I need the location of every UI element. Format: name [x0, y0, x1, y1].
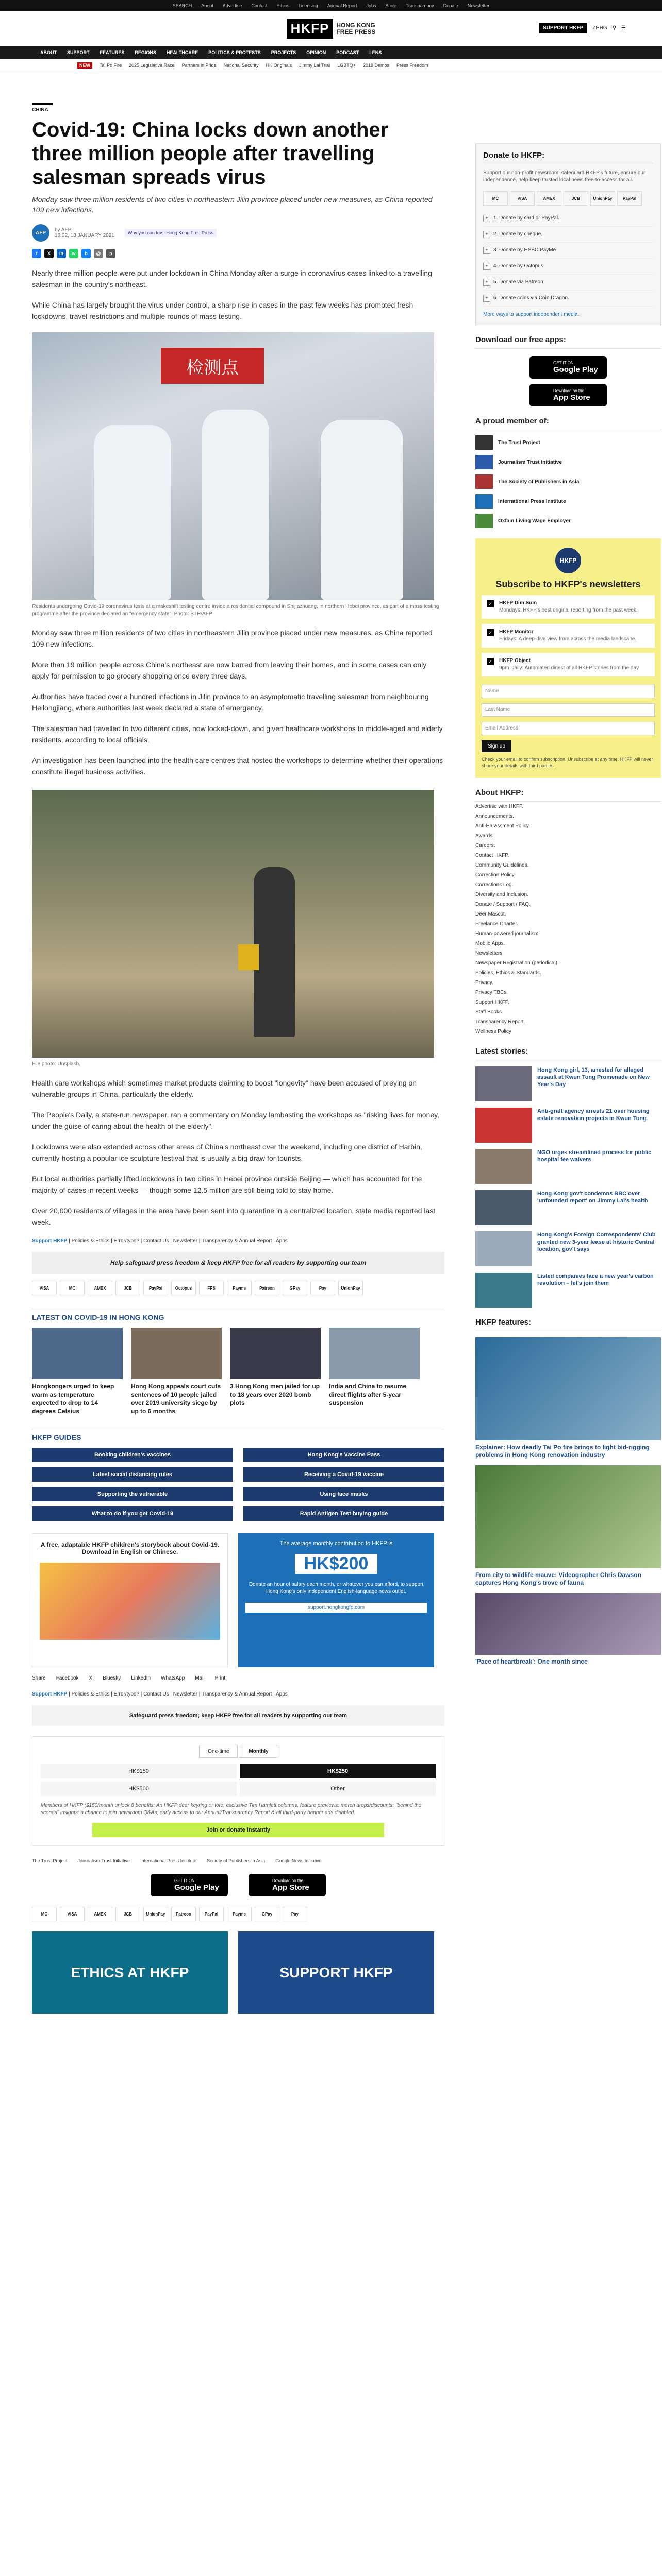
nav-item[interactable]: PODCAST: [336, 50, 359, 55]
about-link[interactable]: Advertise with HKFP.: [475, 804, 524, 809]
payment-logo: MC: [60, 1281, 85, 1295]
newsletter-logo: HKFP: [555, 548, 581, 573]
promo-row: [32, 1533, 444, 1667]
topbar-link[interactable]: SEARCH: [172, 3, 192, 8]
latest-stories-title: Latest stories:: [475, 1047, 661, 1060]
newsletter-desc: 9pm Daily: Automated digest of all HKFP stories from the day.: [499, 665, 640, 671]
nav-item[interactable]: POLITICS & PROTESTS: [208, 50, 261, 55]
donation-promo[interactable]: [238, 1533, 434, 1667]
paragraph: But local authorities partially lifted lockdowns in two cities in Hebei province outside Beijing — which has accounted for the majority of cases in recent weeks — though some 12.5 million are still being told to stay home.: [32, 1175, 422, 1194]
trust-link[interactable]: Why you can trust Hong Kong Free Press: [125, 229, 217, 237]
paragraph: Nearly three million people were put under lockdown in China Monday after a surge in coronavirus cases linked to a travelling salesman in the country's northeast.: [32, 269, 432, 289]
amount-option[interactable]: Other: [240, 1782, 436, 1796]
trending-link[interactable]: 2019 Demos: [362, 62, 389, 68]
safeguard-banner[interactable]: Safeguard press freedom; keep HKFP free for all readers by supporting our team: [32, 1705, 444, 1726]
guide-button[interactable]: Using face masks: [243, 1487, 444, 1501]
about-link[interactable]: Careers.: [475, 843, 495, 849]
payment-logo: JCB: [115, 1281, 140, 1295]
app-store-badge[interactable]: [529, 384, 607, 406]
support-link[interactable]: Support HKFP: [32, 1691, 68, 1697]
store-small: Download on the: [553, 388, 585, 393]
feature-title: Explainer: How deadly Tai Po fire brings to light bid-rigging problems in Hong Kong renovation industry: [475, 1444, 650, 1459]
store-small: GET IT ON: [174, 1878, 195, 1883]
linkedin-icon[interactable]: in: [57, 249, 66, 258]
x-icon[interactable]: X: [44, 249, 54, 258]
latest-cards: [32, 1328, 444, 1415]
payment-logo: JCB: [564, 191, 588, 206]
monthly-tab[interactable]: Monthly: [240, 1745, 277, 1758]
latest-story[interactable]: [475, 1231, 661, 1266]
language-switch[interactable]: ZHHG: [592, 25, 607, 31]
member-org[interactable]: [475, 455, 661, 469]
article-photo: [32, 790, 434, 1058]
topbar-link[interactable]: Contact: [251, 3, 268, 8]
help-banner[interactable]: Help safeguard press freedom & keep HKFP free for all readers by supporting our team: [32, 1252, 444, 1274]
payment-logo: PayPal: [617, 191, 642, 206]
nav-item[interactable]: OPINION: [306, 50, 326, 55]
topbar-link[interactable]: Newsletter: [467, 3, 490, 8]
paragraph: Lockdowns were also extended across other areas of China's northeast over the weekend, including one district of Harbin, currently hosting a popular ice sculpture festival that is usually a big draw for tourists.: [32, 1143, 422, 1162]
join-button[interactable]: Join or donate instantly: [92, 1823, 384, 1837]
trending-link[interactable]: Press Freedom: [396, 62, 428, 68]
share-link[interactable]: Share: [32, 1675, 46, 1681]
about-link[interactable]: Staff Books.: [475, 1009, 503, 1015]
trending-link[interactable]: Tai Po Fire: [100, 62, 122, 68]
nav-item[interactable]: ABOUT: [40, 50, 57, 55]
story-thumbnail: [475, 1273, 532, 1308]
mail-icon[interactable]: @: [94, 249, 103, 258]
paragraph: More than 19 million people across China's northeast are now barred from leaving their homes, and in some cases can only apply for permission to go grocery shopping once every three days.: [32, 660, 427, 680]
nav-item[interactable]: REGIONS: [135, 50, 156, 55]
payment-logo: Patreon: [255, 1281, 279, 1295]
article-column: [32, 72, 444, 2014]
support-hkfp-button[interactable]: SUPPORT HKFP: [539, 23, 587, 33]
story-thumbnail: [475, 1108, 532, 1143]
feature-story[interactable]: [475, 1593, 661, 1666]
guide-button[interactable]: Supporting the vulnerable: [32, 1487, 233, 1501]
nav-item[interactable]: FEATURES: [100, 50, 125, 55]
feature-story[interactable]: [475, 1465, 661, 1587]
figure-shape: [321, 420, 403, 600]
trending-link[interactable]: Partners in Pride: [181, 62, 217, 68]
payment-logo: PayPal: [199, 1907, 224, 1921]
story-title[interactable]: 3 Hong Kong men jailed for up to 18 years over 2020 bomb plots: [230, 1383, 320, 1406]
story-card[interactable]: [131, 1328, 222, 1415]
sidebar: [475, 72, 661, 2014]
figure-shape: [202, 410, 269, 600]
story-title[interactable]: India and China to resume direct flights after 5-year suspension: [329, 1383, 407, 1406]
promo-amount: HK$200: [295, 1554, 377, 1574]
paragraph: While China has largely brought the virus under control, a sharp rise in cases in the past few weeks has prompted fresh lockdowns, travel restrictions and multiple rounds of mass testing.: [32, 301, 413, 320]
payment-logo: Octopus: [171, 1281, 196, 1295]
about-link[interactable]: Diversity and Inclusion.: [475, 892, 528, 897]
newsletter-desc: Mondays: HKFP's best original reporting from the past week.: [499, 607, 638, 613]
org-name: International Press Institute: [498, 498, 566, 504]
newsletter-option[interactable]: [482, 624, 655, 648]
feature-image: [475, 1337, 661, 1440]
google-play-badge[interactable]: [151, 1874, 228, 1896]
donate-method[interactable]: + 2. Donate by cheque.: [483, 227, 653, 243]
donate-method[interactable]: + 4. Donate by Octopus.: [483, 259, 653, 275]
newsletter-desc: Fridays: A deep-dive view from across the media landscape.: [499, 636, 637, 642]
whatsapp-icon[interactable]: w: [69, 249, 78, 258]
print-icon[interactable]: p: [106, 249, 115, 258]
story-title: Hong Kong's Foreign Correspondents' Club granted new 3-year lease at historic Central location, gov't says: [537, 1232, 656, 1252]
org-logo: [475, 514, 493, 528]
share-link[interactable]: Facebook: [56, 1675, 79, 1681]
promo-cta[interactable]: support.hongkongfp.com: [245, 1603, 427, 1613]
nav-item[interactable]: HEALTHCARE: [166, 50, 198, 55]
promo-head: The average monthly contribution to HKFP is: [279, 1540, 393, 1547]
paragraph: The salesman had travelled to two different cities, now locked-down, and given healthcare workshops to middle-aged and elderly residents, according to local officials.: [32, 724, 443, 744]
facebook-icon[interactable]: f: [32, 249, 41, 258]
payment-logo: PayPal: [143, 1281, 168, 1295]
member-org[interactable]: [475, 494, 661, 509]
membership-text: Members of HKFP ($150/month unlock 8 benefits: An HKFP deer keyring or tote; exclusive Tim Hamlett columns, feature previews; merch drops/discounts; "behind the scenes" insights; a chance to join newsroom Q&As; early access to our Annual/Transparency Report & all third-party banner ads disabled.: [41, 1803, 422, 1816]
topbar-link[interactable]: Store: [385, 3, 396, 8]
last-name-input[interactable]: Last Name: [482, 703, 655, 717]
topbar-link[interactable]: Transparency: [405, 3, 434, 8]
newsletter-name: HKFP Object: [499, 658, 531, 664]
payment-logo: GPay: [283, 1281, 307, 1295]
trending-bar: [0, 59, 662, 72]
topbar-link[interactable]: Advertise: [222, 3, 242, 8]
first-name-input[interactable]: Name: [482, 685, 655, 698]
org-name: The Society of Publishers in Asia: [498, 479, 580, 485]
nav-item[interactable]: LENS: [369, 50, 382, 55]
feature-title: 'Pace of heartbreak': One month since: [475, 1658, 588, 1665]
about-link[interactable]: Freelance Charter.: [475, 921, 518, 927]
guide-button[interactable]: Rapid Antigen Test buying guide: [243, 1506, 444, 1521]
footer-links: [32, 1691, 444, 1697]
logo-line: HONG KONG: [336, 21, 375, 29]
payment-logo: FPS: [199, 1281, 224, 1295]
nav-item[interactable]: SUPPORT: [67, 50, 90, 55]
newsletter-option[interactable]: [482, 595, 655, 619]
newsletter-note: Check your email to confirm subscription. Unsubscribe at any time. HKFP will never share your details with third parties.: [482, 757, 653, 768]
features-title: HKFP features:: [475, 1318, 661, 1331]
guide-button[interactable]: Booking children's vaccines: [32, 1448, 233, 1462]
payment-logo: Payme: [227, 1281, 252, 1295]
topbar-link[interactable]: About: [201, 3, 213, 8]
newsletter-name: HKFP Dim Sum: [499, 600, 537, 606]
bluesky-icon[interactable]: b: [81, 249, 91, 258]
payment-logo: Patreon: [171, 1907, 196, 1921]
about-link[interactable]: Wellness Policy: [475, 1029, 511, 1035]
newsletter-box: [475, 538, 661, 778]
author-name[interactable]: by AFP: [55, 227, 72, 233]
amount-option[interactable]: HK$500: [41, 1782, 237, 1796]
storybook-promo[interactable]: [32, 1533, 228, 1667]
story-thumbnail: [475, 1231, 532, 1266]
about-link[interactable]: Community Guidelines.: [475, 862, 529, 868]
latest-stories: [475, 1066, 661, 1308]
story-title[interactable]: Hongkongers urged to keep warm as temperature expected to drop to 14 degrees Celsius: [32, 1383, 114, 1415]
story-thumbnail: [475, 1149, 532, 1184]
share-bar: [32, 1675, 444, 1681]
guide-button[interactable]: Latest social distancing rules: [32, 1467, 233, 1482]
payment-logo: Payme: [227, 1907, 252, 1921]
org-logo: [475, 494, 493, 509]
story-thumbnail: [230, 1328, 321, 1379]
photo-caption: File photo: Unsplash.: [32, 1061, 80, 1067]
new-badge: NEW: [77, 62, 92, 69]
latest-story[interactable]: [475, 1273, 661, 1308]
donate-method[interactable]: + 3. Donate by HSBC PayMe.: [483, 243, 653, 259]
member-title: A proud member of:: [475, 417, 661, 430]
member-org[interactable]: [475, 514, 661, 528]
payment-logo: AMEX: [537, 191, 561, 206]
member-logo[interactable]: The Trust Project: [32, 1858, 68, 1863]
org-name: The Trust Project: [498, 439, 540, 446]
topbar-link[interactable]: Ethics: [276, 3, 289, 8]
promo-body: Donate an hour of salary each month, or whatever you can afford, to support Hong Kong's only independent English-language news outlet.: [249, 1582, 424, 1595]
amount-option[interactable]: HK$250: [240, 1764, 436, 1778]
about-link[interactable]: Deer Mascot.: [475, 911, 506, 917]
google-play-badge[interactable]: [529, 356, 607, 379]
newsletter-name: HKFP Monitor: [499, 629, 534, 635]
guide-button[interactable]: What to do if you get Covid-19: [32, 1506, 233, 1521]
article-subtitle: Monday saw three million residents of two cities in northeastern Jilin province placed under new measures, as China reported 109 new infections.: [32, 195, 433, 214]
org-name: Journalism Trust Initiative: [498, 459, 562, 465]
payment-logo: VISA: [32, 1281, 57, 1295]
story-thumbnail: [475, 1066, 532, 1101]
story-title: NGO urges streamlined process for public hospital fee waivers: [537, 1149, 652, 1163]
org-logo: [475, 435, 493, 450]
payment-logo: Pay: [310, 1281, 335, 1295]
figure-shape: [254, 867, 295, 1037]
apps-title: Download our free apps:: [475, 335, 661, 349]
about-link[interactable]: Privacy TBCs.: [475, 990, 508, 995]
share-link[interactable]: WhatsApp: [161, 1675, 185, 1681]
share-icons: [32, 249, 444, 258]
story-title: Listed companies face a new year's carbon revolution – let's join them: [537, 1273, 654, 1286]
donate-method[interactable]: + 6. Donate coins via Coin Dragon.: [483, 291, 653, 307]
feature-story[interactable]: [475, 1337, 661, 1459]
byline: [32, 224, 444, 242]
trending-link[interactable]: 2025 Legislative Race: [129, 62, 175, 68]
paragraph: An investigation has been launched into the health care centres that hosted the workshops to determine whether their operations constitute illegal business activities.: [32, 756, 443, 776]
topbar-link[interactable]: Donate: [443, 3, 458, 8]
article-photo: [32, 332, 434, 600]
member-logo[interactable]: Google News Initiative: [275, 1858, 322, 1863]
main-nav: [0, 46, 662, 59]
ethics-banner[interactable]: ETHICS AT HKFP: [32, 1931, 228, 2014]
store-small: Download on the: [272, 1878, 304, 1883]
publish-date: 16:02, 18 JANUARY 2021: [55, 233, 114, 239]
latest-covid-title: LATEST ON COVID-19 IN HONG KONG: [32, 1309, 444, 1321]
story-title: Anti-graft agency arrests 21 over housing estate renovation projects in Kwun Tong: [537, 1108, 650, 1122]
logo-mark: HKFP: [287, 19, 334, 39]
payment-logo: UnionPay: [143, 1907, 168, 1921]
org-logo: [475, 474, 493, 489]
menu-icon[interactable]: ☰: [621, 25, 626, 31]
promo-title: A free, adaptable HKFP children's storybook about Covid-19. Download in English or Chinese.: [40, 1541, 220, 1555]
latest-story[interactable]: [475, 1190, 661, 1225]
donate-method[interactable]: + 1. Donate by card or PayPal.: [483, 211, 653, 227]
story-card[interactable]: [32, 1328, 123, 1415]
member-logo[interactable]: Society of Publishers in Asia: [207, 1858, 266, 1863]
feature-image: [475, 1465, 661, 1568]
policy-links[interactable]: | Policies & Ethics | Error/typo? | Contact Us | Newsletter | Transparency & Annual Report | Apps: [69, 1691, 288, 1697]
paragraph: The People's Daily, a state-run newspaper, ran a commentary on Monday lambasting the workshops as "risking lives for money, under the guise of caring about the health of the elderly".: [32, 1111, 439, 1130]
about-link[interactable]: Transparency Report.: [475, 1019, 525, 1025]
story-title: Hong Kong girl, 13, arrested for alleged assault at Kwun Tong Promenade on New Year's Day: [537, 1067, 650, 1088]
donate-title: Donate to HKFP:: [483, 151, 653, 164]
payment-logo: VISA: [510, 191, 535, 206]
top-utility-bar: [0, 0, 662, 11]
photo-caption: Residents undergoing Covid-19 coronavirus tests at a makeshift testing centre inside a residential compound in Shijiazhuang, in northern Hebei province, as part of a mass testing programme after the province declared an "emergency state". Photo: STR/AFP: [32, 604, 439, 617]
story-thumbnail: [475, 1190, 532, 1225]
payment-logo: JCB: [115, 1907, 140, 1921]
photo-sign-text: 检测点: [161, 348, 264, 384]
story-card[interactable]: [329, 1328, 420, 1415]
store-big: App Store: [272, 1883, 309, 1892]
newsletter-title: Subscribe to HKFP's newsletters: [495, 579, 641, 589]
policy-links[interactable]: | Policies & Ethics | Error/typo? | Contact Us | Newsletter | Transparency & Annual Report | Apps: [69, 1238, 288, 1244]
share-link[interactable]: X: [89, 1675, 93, 1681]
member-logos: [32, 1858, 444, 1863]
payment-logo: AMEX: [88, 1281, 112, 1295]
share-link[interactable]: Bluesky: [103, 1675, 121, 1681]
paragraph: Health care workshops which sometimes market products claiming to boost "longevity" have been accused of preying on vulnerable groups in China, particularly the elderly.: [32, 1079, 417, 1098]
article-body: [32, 267, 444, 1228]
newsletter-option[interactable]: [482, 653, 655, 676]
nav-item[interactable]: PROJECTS: [271, 50, 296, 55]
store-big: Google Play: [553, 365, 598, 374]
member-org[interactable]: [475, 474, 661, 489]
share-link[interactable]: LinkedIn: [131, 1675, 151, 1681]
member-logo[interactable]: Journalism Trust Initiative: [77, 1858, 130, 1863]
guides-grid: [32, 1448, 444, 1521]
author-avatar: AFP: [32, 224, 49, 242]
about-link[interactable]: Newsletters.: [475, 951, 504, 956]
app-store-badge[interactable]: [249, 1874, 326, 1896]
logo-line: FREE PRESS: [336, 28, 376, 36]
about-link[interactable]: Newspaper Registration (periodical).: [475, 960, 559, 966]
about-link[interactable]: Anti-Harassment Policy.: [475, 823, 530, 829]
storybook-illustration: [40, 1563, 220, 1640]
feature-title: From city to wildlife mauve: Videographer Chris Dawson captures Hong Kong's trove of fauna: [475, 1571, 641, 1586]
donate-box: [475, 143, 661, 325]
one-time-tab[interactable]: One-time: [199, 1745, 238, 1758]
store-big: App Store: [553, 393, 590, 402]
amount-option[interactable]: HK$150: [41, 1764, 237, 1778]
about-link[interactable]: Support HKFP.: [475, 999, 509, 1005]
story-title: Hong Kong gov't condemns BBC over 'unfounded report' on Jimmy Lai's health: [537, 1191, 648, 1204]
payment-logos: [32, 1281, 444, 1295]
about-link[interactable]: Mobile Apps.: [475, 941, 505, 946]
about-title: About HKFP:: [475, 788, 661, 802]
figure-shape: [94, 425, 171, 600]
about-link[interactable]: Privacy.: [475, 980, 493, 986]
member-logo[interactable]: International Press Institute: [140, 1858, 197, 1863]
email-input[interactable]: Email Address: [482, 722, 655, 735]
feature-image: [475, 1593, 661, 1655]
category-kicker[interactable]: CHINA: [32, 103, 53, 113]
trending-link[interactable]: Jimmy Lai Trial: [299, 62, 330, 68]
page-content: [0, 72, 662, 2014]
story-title[interactable]: Hong Kong appeals court cuts sentences of 10 people jailed over 2019 university siege by up to 6 months: [131, 1383, 221, 1415]
payment-logo: MC: [483, 191, 508, 206]
trending-link[interactable]: National Security: [223, 62, 259, 68]
payment-logo: VISA: [60, 1907, 85, 1921]
guide-button[interactable]: Hong Kong's Vaccine Pass: [243, 1448, 444, 1462]
latest-story[interactable]: [475, 1066, 661, 1101]
store-big: Google Play: [174, 1883, 219, 1892]
org-name: Oxfam Living Wage Employer: [498, 518, 571, 524]
about-link[interactable]: Announcements.: [475, 814, 515, 819]
story-thumbnail: [131, 1328, 222, 1379]
payment-logo: UnionPay: [590, 191, 615, 206]
story-thumbnail: [32, 1328, 123, 1379]
org-logo: [475, 455, 493, 469]
donate-method[interactable]: + 5. Donate via Patreon.: [483, 275, 653, 291]
share-link[interactable]: Mail: [195, 1675, 205, 1681]
about-link[interactable]: Corrections Log.: [475, 882, 514, 888]
trending-link[interactable]: HK Originals: [266, 62, 292, 68]
payment-logo: Pay: [283, 1907, 307, 1921]
latest-story[interactable]: [475, 1108, 661, 1143]
payment-logos-bottom: [32, 1907, 444, 1921]
payment-logo: AMEX: [88, 1907, 112, 1921]
about-list: [475, 802, 661, 1037]
donation-widget: [32, 1736, 444, 1846]
about-link[interactable]: Donate / Support / FAQ.: [475, 902, 531, 907]
member-org[interactable]: [475, 435, 661, 450]
share-link[interactable]: Print: [214, 1675, 226, 1681]
figure-shape: [238, 944, 259, 970]
donate-text: Support our non-profit newsroom: safeguard HKFP's future, ensure our independence, help keep trusted local news free-to-access for all.: [483, 170, 646, 183]
story-thumbnail: [329, 1328, 420, 1379]
paragraph: Authorities have traced over a hundred infections in Jilin province to an asymptomatic travelling salesman from neighbouring Heilongjiang, where authorities last week declared a state of emergency.: [32, 692, 429, 712]
more-ways-link[interactable]: More ways to support independent media.: [483, 312, 580, 317]
payment-logo: GPay: [255, 1907, 279, 1921]
store-small: GET IT ON: [553, 361, 574, 365]
article-title: Covid-19: China locks down another three million people after travelling salesman spreads virus: [32, 118, 389, 189]
topbar-link[interactable]: Licensing: [298, 3, 318, 8]
about-link[interactable]: Correction Policy.: [475, 872, 516, 878]
support-link[interactable]: Support HKFP: [32, 1238, 68, 1244]
about-link[interactable]: Awards.: [475, 833, 494, 839]
about-link[interactable]: Policies, Ethics & Standards.: [475, 970, 541, 976]
about-link[interactable]: Contact HKFP.: [475, 853, 509, 858]
guides-title: HKFP GUIDES: [32, 1429, 444, 1442]
site-logo[interactable]: [287, 19, 376, 39]
support-banner[interactable]: SUPPORT HKFP: [238, 1931, 434, 2014]
story-card[interactable]: [230, 1328, 321, 1415]
footer-links: [32, 1238, 444, 1244]
topbar-link[interactable]: Jobs: [366, 3, 376, 8]
about-link[interactable]: Human-powered journalism.: [475, 931, 540, 937]
topbar-link[interactable]: Annual Report: [327, 3, 357, 8]
trending-link[interactable]: LGBTQ+: [337, 62, 356, 68]
signup-button[interactable]: Sign up: [482, 740, 511, 752]
paragraph: Over 20,000 residents of villages in the area have been sent into quarantine in a centralized location, state media reported last week.: [32, 1207, 436, 1226]
search-icon[interactable]: ⚲: [612, 25, 617, 31]
latest-story[interactable]: [475, 1149, 661, 1184]
site-header: [0, 11, 662, 46]
guide-button[interactable]: Receiving a Covid-19 vaccine: [243, 1467, 444, 1482]
paragraph: Monday saw three million residents of two cities in northeastern Jilin province placed under new measures, as China reported 109 new infections.: [32, 629, 433, 648]
payment-logo: MC: [32, 1907, 57, 1921]
payment-logo: UnionPay: [338, 1281, 363, 1295]
